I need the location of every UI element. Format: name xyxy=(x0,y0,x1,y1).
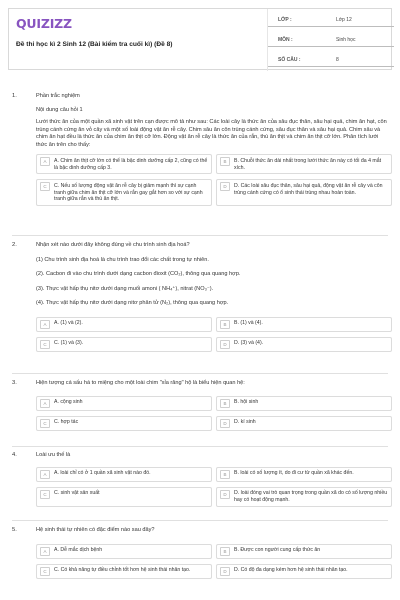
question-stem: Phần trắc nghiệm xyxy=(36,93,80,99)
option-text: B. hội sinh xyxy=(234,399,259,406)
question-passage: Lưới thức ăn của một quần xã sinh vật trên cạn được mô tả như sau: Các loài cây là thức ăn của sâu đục thân, sâu hại quả, chim ăn hạt, côn trùng cánh cứng ăn vỏ cây và một số loài động vật ăn rễ cây. Chim sâu ăn côn trùng cánh cứng, sâu đục thân và sâu hại quả. Chim sâu và chim ăn hạt đều là thức ăn của chim ăn thịt cỡ lớn. Động vật ăn rễ cây là thức ăn của rắn, thú ăn thịt và chim ăn thịt cỡ lớn. Phân tích lưới thức ăn trên cho thấy: xyxy=(36,119,387,148)
question-stem: Loài ưu thế là xyxy=(36,452,71,458)
option-text: A. cộng sinh xyxy=(54,399,83,406)
question-number: 3. xyxy=(12,380,17,386)
option-letter: A xyxy=(40,399,50,408)
question-stem: Nhận xét nào dưới đây không đúng về chu trình sinh địa hoá? xyxy=(36,242,190,248)
divider xyxy=(12,373,388,374)
meta-key: SỐ CÂU : xyxy=(278,57,301,63)
option-text: B. (1) và (4). xyxy=(234,320,263,327)
statement-1: (1) Chu trình sinh địa hoá là chu trình trao đổi các chất trong tự nhiên. xyxy=(36,256,209,263)
option-letter: D xyxy=(220,340,230,349)
option-text: D. Có độ đa dạng kém hơn hệ sinh thái nhân tạo. xyxy=(234,567,348,574)
option-letter: B xyxy=(220,399,230,408)
statement-4: (4). Thực vật hấp thụ nitơ dưới dạng nitơ phân tử (N₂), thông qua quang hợp. xyxy=(36,300,229,307)
answer-options xyxy=(36,154,388,206)
meta-subject xyxy=(268,32,394,47)
option-text: B. loài có số lượng ít, do đi cư từ quần xã khác đến. xyxy=(234,470,354,477)
meta-value: 8 xyxy=(336,57,339,63)
answer-option-b[interactable] xyxy=(216,154,392,174)
question-3 xyxy=(12,380,388,431)
option-letter: A xyxy=(40,157,50,166)
answer-option-c[interactable] xyxy=(36,564,212,579)
option-letter: A xyxy=(40,470,50,479)
question-4 xyxy=(12,452,388,507)
option-letter: C xyxy=(40,182,50,191)
option-letter: D xyxy=(220,490,230,499)
answer-option-c[interactable] xyxy=(36,416,212,431)
option-letter: A xyxy=(40,547,50,556)
question-stem: Hệ sinh thái tự nhiên có đặc điểm nào sau đây? xyxy=(36,527,155,533)
option-text: A. Dễ mắc dịch bệnh xyxy=(54,547,103,554)
option-letter: B xyxy=(220,547,230,556)
answer-option-d[interactable] xyxy=(216,179,392,206)
answer-options xyxy=(36,467,388,507)
answer-option-c[interactable] xyxy=(36,487,212,507)
question-number: 5. xyxy=(12,527,17,533)
option-text: D. kí sinh xyxy=(234,419,256,426)
question-stem: Hiện tượng cá sấu há to miệng cho một loài chim "xỉa răng" hộ là biểu hiện quan hệ: xyxy=(36,380,245,386)
option-text: D. (3) và (4). xyxy=(234,340,264,347)
option-text: B. Được con người cung cấp thức ăn xyxy=(234,547,321,554)
meta-count xyxy=(268,52,394,67)
option-text: A. (1) và (2). xyxy=(54,320,83,327)
question-1 xyxy=(12,93,388,206)
option-letter: B xyxy=(220,470,230,479)
option-letter: B xyxy=(220,320,230,329)
question-subheading: Nội dung câu hỏi 1 xyxy=(36,106,83,113)
answer-option-b[interactable] xyxy=(216,467,392,482)
option-text: C. hợp tác xyxy=(54,419,79,426)
option-text: A. Chim ăn thịt cỡ lớn có thể là bậc dinh dưỡng cấp 2, cũng có thể là bậc dinh dưỡng cấp 3. xyxy=(54,157,208,171)
option-letter: C xyxy=(40,567,50,576)
answer-option-d[interactable] xyxy=(216,337,392,352)
answer-option-c[interactable] xyxy=(36,179,212,206)
meta-class xyxy=(268,12,394,27)
question-2 xyxy=(12,242,388,352)
answer-options xyxy=(36,544,388,579)
option-letter: D xyxy=(220,567,230,576)
answer-option-b[interactable] xyxy=(216,544,392,559)
answer-option-a[interactable] xyxy=(36,396,212,411)
option-text: D. Các loài sâu đục thân, sâu hại quả, động vật ăn rễ cây và côn trùng cánh cứng có ổ sinh thái trùng nhau hoàn toàn. xyxy=(234,182,383,196)
option-text: C. Nếu số lượng động vật ăn rễ cây bị giảm mạnh thì sự cạnh tranh giữa chim ăn thịt cỡ lớn và rắn gay gắt hơn so với sự cạnh tranh giữa rắn và thú ăn thịt. xyxy=(54,182,203,203)
question-number: 2. xyxy=(12,242,17,248)
divider xyxy=(12,520,388,521)
meta-value: Lớp 12 xyxy=(336,17,352,23)
option-text: C. (1) và (3). xyxy=(54,340,84,347)
answer-option-b[interactable] xyxy=(216,317,392,332)
answer-option-c[interactable] xyxy=(36,337,212,352)
exam-title: Đề thi học kì 2 Sinh 12 (Bài kiểm tra cuối kì) (Đề 8) xyxy=(16,41,173,48)
answer-option-a[interactable] xyxy=(36,467,212,482)
answer-option-d[interactable] xyxy=(216,487,392,507)
answer-option-d[interactable] xyxy=(216,416,392,431)
answer-option-a[interactable] xyxy=(36,154,212,174)
option-letter: C xyxy=(40,340,50,349)
divider xyxy=(12,446,388,447)
option-text: C. sinh vật sản xuất xyxy=(54,490,100,497)
answer-option-a[interactable] xyxy=(36,544,212,559)
option-text: A. loài chỉ có ở 1 quần xã sinh vật nào đó. xyxy=(54,470,151,477)
answer-option-b[interactable] xyxy=(216,396,392,411)
quizizz-logo: QUIZIZZ xyxy=(16,16,72,31)
divider xyxy=(12,235,388,236)
meta-key: LỚP : xyxy=(278,17,292,23)
option-text: C. Có khả năng tự điều chỉnh tốt hơn hệ sinh thái nhân tạo. xyxy=(54,567,191,574)
option-letter: B xyxy=(220,157,230,166)
statement-3: (3). Thực vật hấp thụ nitơ dưới dạng muối amoni ( NH₄⁺), nitrat (NO₃⁻). xyxy=(36,285,214,292)
answer-option-d[interactable] xyxy=(216,564,392,579)
meta-value: Sinh học xyxy=(336,37,356,43)
exam-header xyxy=(8,8,392,70)
option-text: B. Chuỗi thức ăn dài nhất trong lưới thức ăn này có tối đa 4 mắt xích. xyxy=(234,157,382,171)
meta-key: MÔN : xyxy=(278,37,293,43)
question-number: 4. xyxy=(12,452,17,458)
statement-2: (2). Cacbon đi vào chu trình dưới dạng cacbon đioxit (CO₂), thông qua quang hợp. xyxy=(36,271,241,278)
option-letter: A xyxy=(40,320,50,329)
answer-options xyxy=(36,396,388,431)
option-letter: D xyxy=(220,182,230,191)
option-letter: C xyxy=(40,490,50,499)
question-number: 1. xyxy=(12,93,17,99)
answer-option-a[interactable] xyxy=(36,317,212,332)
option-letter: D xyxy=(220,419,230,428)
exam-meta xyxy=(267,9,393,71)
question-5 xyxy=(12,527,388,579)
option-text: D. loài đóng vai trò quan trọng trong quần xã do có số lượng nhiều hay có hoạt động mạnh. xyxy=(234,490,388,503)
option-letter: C xyxy=(40,419,50,428)
answer-options xyxy=(36,317,388,352)
